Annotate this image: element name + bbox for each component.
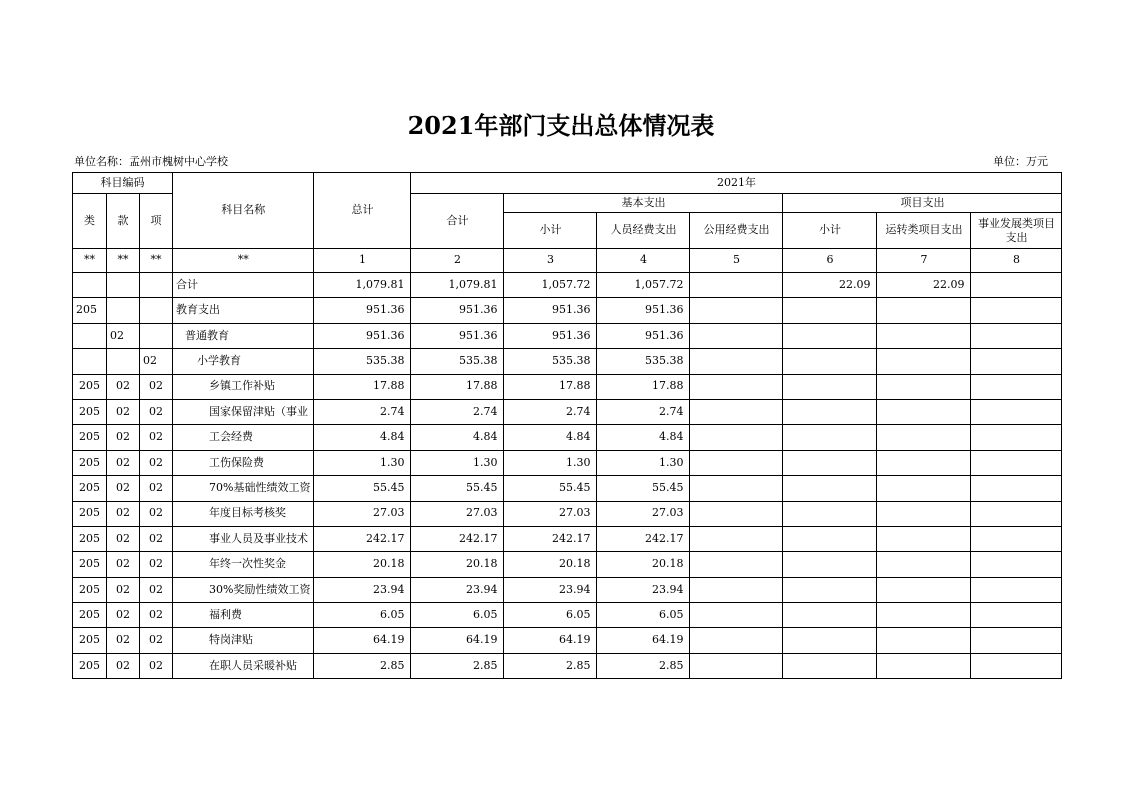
cell-transfer xyxy=(877,450,971,475)
cell-subject-name: 乡镇工作补贴 xyxy=(173,374,314,399)
cell-basic-subtotal: 20.18 xyxy=(504,552,597,577)
header-col-2: 2 xyxy=(411,249,504,273)
header-public: 公用经费支出 xyxy=(690,213,783,249)
header-personnel: 人员经费支出 xyxy=(597,213,690,249)
cell-total: 6.05 xyxy=(314,603,411,628)
header-col-4: 4 xyxy=(597,249,690,273)
cell-personnel: 535.38 xyxy=(597,349,690,374)
cell-subject-name: 小学教育 xyxy=(173,349,314,374)
cell-total: 2.74 xyxy=(314,399,411,424)
cell-xiang: 02 xyxy=(140,399,173,424)
cell-heji: 951.36 xyxy=(411,323,504,348)
cell-total: 17.88 xyxy=(314,374,411,399)
cell-subject-name: 工伤保险费 xyxy=(173,450,314,475)
cell-develop xyxy=(971,603,1062,628)
cell-basic-subtotal: 2.85 xyxy=(504,653,597,678)
cell-transfer xyxy=(877,653,971,678)
cell-personnel: 1,057.72 xyxy=(597,273,690,298)
cell-total: 27.03 xyxy=(314,501,411,526)
cell-proj-subtotal xyxy=(783,552,877,577)
cell-xiang: 02 xyxy=(140,349,173,374)
table-row xyxy=(73,628,1062,653)
cell-total: 535.38 xyxy=(314,349,411,374)
cell-heji: 951.36 xyxy=(411,298,504,323)
cell-personnel: 4.84 xyxy=(597,425,690,450)
cell-transfer xyxy=(877,577,971,602)
cell-lei: 205 xyxy=(73,603,107,628)
cell-personnel: 6.05 xyxy=(597,603,690,628)
table-row xyxy=(73,425,1062,450)
cell-lei: 205 xyxy=(73,526,107,551)
cell-xiang: 02 xyxy=(140,628,173,653)
cell-public xyxy=(690,273,783,298)
cell-proj-subtotal xyxy=(783,603,877,628)
cell-develop xyxy=(971,425,1062,450)
cell-develop xyxy=(971,577,1062,602)
header-stars-lei: ** xyxy=(73,249,107,273)
header-col-3: 3 xyxy=(504,249,597,273)
cell-lei: 205 xyxy=(73,450,107,475)
header-total: 总计 xyxy=(314,173,411,249)
cell-lei: 205 xyxy=(73,425,107,450)
cell-subject-name: 事业人员及事业技术 xyxy=(173,526,314,551)
cell-subject-name: 教育支出 xyxy=(173,298,314,323)
cell-transfer xyxy=(877,476,971,501)
cell-basic-subtotal: 2.74 xyxy=(504,399,597,424)
cell-personnel: 242.17 xyxy=(597,526,690,551)
cell-develop xyxy=(971,653,1062,678)
cell-total: 20.18 xyxy=(314,552,411,577)
cell-subject-name: 工会经费 xyxy=(173,425,314,450)
cell-public xyxy=(690,603,783,628)
cell-basic-subtotal: 23.94 xyxy=(504,577,597,602)
header-proj-subtotal: 小计 xyxy=(783,213,877,249)
cell-lei xyxy=(73,323,107,348)
cell-public xyxy=(690,552,783,577)
cell-transfer xyxy=(877,323,971,348)
cell-basic-subtotal: 4.84 xyxy=(504,425,597,450)
cell-heji: 55.45 xyxy=(411,476,504,501)
table-row xyxy=(73,450,1062,475)
cell-personnel: 1.30 xyxy=(597,450,690,475)
cell-basic-subtotal: 17.88 xyxy=(504,374,597,399)
cell-lei: 205 xyxy=(73,298,107,323)
cell-transfer xyxy=(877,374,971,399)
cell-heji: 64.19 xyxy=(411,628,504,653)
cell-heji: 1,079.81 xyxy=(411,273,504,298)
page-title: 2021年部门支出总体情况表 xyxy=(407,111,715,140)
header-col-8: 8 xyxy=(971,249,1062,273)
cell-public xyxy=(690,476,783,501)
cell-kuan xyxy=(107,349,140,374)
table-row xyxy=(73,374,1062,399)
cell-proj-subtotal xyxy=(783,501,877,526)
cell-develop xyxy=(971,450,1062,475)
cell-personnel: 55.45 xyxy=(597,476,690,501)
cell-develop xyxy=(971,476,1062,501)
cell-kuan: 02 xyxy=(107,526,140,551)
cell-proj-subtotal xyxy=(783,374,877,399)
cell-proj-subtotal xyxy=(783,349,877,374)
cell-kuan: 02 xyxy=(107,603,140,628)
cell-public xyxy=(690,399,783,424)
cell-total: 64.19 xyxy=(314,628,411,653)
cell-public xyxy=(690,349,783,374)
header-stars-xiang: ** xyxy=(140,249,173,273)
table-row xyxy=(73,653,1062,678)
cell-subject-name: 特岗津贴 xyxy=(173,628,314,653)
header-col-6: 6 xyxy=(783,249,877,273)
cell-develop xyxy=(971,323,1062,348)
cell-personnel: 2.74 xyxy=(597,399,690,424)
cell-transfer xyxy=(877,425,971,450)
cell-heji: 2.85 xyxy=(411,653,504,678)
cell-total: 242.17 xyxy=(314,526,411,551)
cell-subject-name: 国家保留津贴（事业 xyxy=(173,399,314,424)
cell-kuan: 02 xyxy=(107,450,140,475)
cell-kuan xyxy=(107,298,140,323)
cell-lei: 205 xyxy=(73,552,107,577)
cell-develop xyxy=(971,501,1062,526)
cell-xiang xyxy=(140,273,173,298)
cell-subject-name: 30%奖励性绩效工资 xyxy=(173,577,314,602)
cell-basic-subtotal: 1.30 xyxy=(504,450,597,475)
cell-basic-subtotal: 55.45 xyxy=(504,476,597,501)
cell-basic-subtotal: 951.36 xyxy=(504,323,597,348)
cell-proj-subtotal xyxy=(783,298,877,323)
table-row xyxy=(73,501,1062,526)
cell-kuan: 02 xyxy=(107,552,140,577)
cell-subject-name: 在职人员采暖补贴 xyxy=(173,653,314,678)
cell-personnel: 64.19 xyxy=(597,628,690,653)
cell-transfer xyxy=(877,628,971,653)
cell-basic-subtotal: 951.36 xyxy=(504,298,597,323)
cell-heji: 17.88 xyxy=(411,374,504,399)
expenditure-table xyxy=(72,172,1062,679)
cell-basic-subtotal: 6.05 xyxy=(504,603,597,628)
cell-xiang: 02 xyxy=(140,577,173,602)
table-row xyxy=(73,603,1062,628)
cell-proj-subtotal xyxy=(783,628,877,653)
header-col-7: 7 xyxy=(877,249,971,273)
unit-name: 单位名称：孟州市槐树中心学校 xyxy=(74,155,228,168)
cell-kuan: 02 xyxy=(107,374,140,399)
cell-kuan: 02 xyxy=(107,399,140,424)
cell-kuan xyxy=(107,273,140,298)
header-stars-name: ** xyxy=(173,249,314,273)
cell-basic-subtotal: 27.03 xyxy=(504,501,597,526)
header-xiang: 项 xyxy=(140,194,173,249)
cell-basic-subtotal: 1,057.72 xyxy=(504,273,597,298)
cell-transfer xyxy=(877,298,971,323)
cell-lei: 205 xyxy=(73,628,107,653)
cell-public xyxy=(690,526,783,551)
cell-kuan: 02 xyxy=(107,425,140,450)
cell-transfer: 22.09 xyxy=(877,273,971,298)
cell-personnel: 20.18 xyxy=(597,552,690,577)
cell-develop xyxy=(971,349,1062,374)
cell-public xyxy=(690,425,783,450)
cell-proj-subtotal xyxy=(783,399,877,424)
header-kuan: 款 xyxy=(107,194,140,249)
header-transfer: 运转类项目支出 xyxy=(877,213,971,249)
cell-proj-subtotal xyxy=(783,323,877,348)
header-basic: 基本支出 xyxy=(504,194,783,213)
cell-kuan: 02 xyxy=(107,476,140,501)
cell-subject-name: 年度目标考核奖 xyxy=(173,501,314,526)
cell-basic-subtotal: 64.19 xyxy=(504,628,597,653)
cell-xiang: 02 xyxy=(140,603,173,628)
cell-public xyxy=(690,577,783,602)
header-project: 项目支出 xyxy=(783,194,1062,213)
cell-total: 951.36 xyxy=(314,298,411,323)
header-lei: 类 xyxy=(73,194,107,249)
cell-transfer xyxy=(877,501,971,526)
cell-transfer xyxy=(877,349,971,374)
cell-heji: 6.05 xyxy=(411,603,504,628)
cell-public xyxy=(690,501,783,526)
cell-total: 4.84 xyxy=(314,425,411,450)
table-row xyxy=(73,476,1062,501)
cell-develop xyxy=(971,526,1062,551)
header-develop: 事业发展类项目支出 xyxy=(971,213,1062,249)
cell-public xyxy=(690,628,783,653)
cell-develop xyxy=(971,298,1062,323)
cell-transfer xyxy=(877,526,971,551)
table-row xyxy=(73,552,1062,577)
header-subject-name: 科目名称 xyxy=(173,173,314,249)
cell-heji: 23.94 xyxy=(411,577,504,602)
cell-xiang xyxy=(140,298,173,323)
cell-xiang: 02 xyxy=(140,653,173,678)
cell-kuan: 02 xyxy=(107,577,140,602)
cell-kuan: 02 xyxy=(107,628,140,653)
cell-subject-name: 70%基础性绩效工资 xyxy=(173,476,314,501)
cell-total: 55.45 xyxy=(314,476,411,501)
cell-proj-subtotal xyxy=(783,476,877,501)
cell-develop xyxy=(971,628,1062,653)
table-row xyxy=(73,323,1062,348)
cell-xiang: 02 xyxy=(140,374,173,399)
cell-heji: 4.84 xyxy=(411,425,504,450)
cell-lei xyxy=(73,349,107,374)
cell-personnel: 17.88 xyxy=(597,374,690,399)
cell-subject-name: 普通教育 xyxy=(173,323,314,348)
cell-personnel: 951.36 xyxy=(597,323,690,348)
cell-lei: 205 xyxy=(73,653,107,678)
cell-heji: 242.17 xyxy=(411,526,504,551)
cell-subject-name: 合计 xyxy=(173,273,314,298)
cell-subject-name: 福利费 xyxy=(173,603,314,628)
cell-lei: 205 xyxy=(73,399,107,424)
cell-xiang: 02 xyxy=(140,526,173,551)
cell-total: 951.36 xyxy=(314,323,411,348)
cell-heji: 20.18 xyxy=(411,552,504,577)
cell-transfer xyxy=(877,399,971,424)
cell-subject-name: 年终一次性奖金 xyxy=(173,552,314,577)
cell-xiang: 02 xyxy=(140,425,173,450)
header-heji: 合计 xyxy=(411,194,504,249)
table-row xyxy=(73,273,1062,298)
header-basic-subtotal: 小计 xyxy=(504,213,597,249)
cell-lei: 205 xyxy=(73,476,107,501)
table-row xyxy=(73,298,1062,323)
cell-personnel: 23.94 xyxy=(597,577,690,602)
cell-heji: 2.74 xyxy=(411,399,504,424)
cell-proj-subtotal xyxy=(783,425,877,450)
cell-lei: 205 xyxy=(73,501,107,526)
cell-personnel: 27.03 xyxy=(597,501,690,526)
cell-transfer xyxy=(877,603,971,628)
cell-proj-subtotal xyxy=(783,653,877,678)
cell-lei xyxy=(73,273,107,298)
cell-basic-subtotal: 535.38 xyxy=(504,349,597,374)
header-stars-kuan: ** xyxy=(107,249,140,273)
table-row xyxy=(73,577,1062,602)
unit-label: 单位：万元 xyxy=(993,155,1048,168)
header-code-group: 科目编码 xyxy=(73,173,173,194)
cell-basic-subtotal: 242.17 xyxy=(504,526,597,551)
cell-public xyxy=(690,374,783,399)
cell-develop xyxy=(971,374,1062,399)
cell-develop xyxy=(971,273,1062,298)
cell-xiang: 02 xyxy=(140,476,173,501)
cell-kuan: 02 xyxy=(107,323,140,348)
cell-transfer xyxy=(877,552,971,577)
table-row xyxy=(73,349,1062,374)
cell-public xyxy=(690,653,783,678)
cell-lei: 205 xyxy=(73,374,107,399)
cell-xiang: 02 xyxy=(140,552,173,577)
cell-xiang xyxy=(140,323,173,348)
cell-heji: 1.30 xyxy=(411,450,504,475)
table-row xyxy=(73,399,1062,424)
cell-personnel: 2.85 xyxy=(597,653,690,678)
cell-heji: 27.03 xyxy=(411,501,504,526)
cell-heji: 535.38 xyxy=(411,349,504,374)
cell-develop xyxy=(971,399,1062,424)
cell-personnel: 951.36 xyxy=(597,298,690,323)
cell-develop xyxy=(971,552,1062,577)
cell-kuan: 02 xyxy=(107,501,140,526)
table-row xyxy=(73,526,1062,551)
header-col-5: 5 xyxy=(690,249,783,273)
cell-proj-subtotal: 22.09 xyxy=(783,273,877,298)
cell-total: 23.94 xyxy=(314,577,411,602)
cell-xiang: 02 xyxy=(140,501,173,526)
header-col-1: 1 xyxy=(314,249,411,273)
cell-public xyxy=(690,298,783,323)
header-year: 2021年 xyxy=(411,173,1062,194)
cell-proj-subtotal xyxy=(783,526,877,551)
cell-kuan: 02 xyxy=(107,653,140,678)
cell-lei: 205 xyxy=(73,577,107,602)
cell-total: 1.30 xyxy=(314,450,411,475)
cell-total: 2.85 xyxy=(314,653,411,678)
cell-public xyxy=(690,450,783,475)
cell-xiang: 02 xyxy=(140,450,173,475)
cell-public xyxy=(690,323,783,348)
cell-proj-subtotal xyxy=(783,577,877,602)
cell-total: 1,079.81 xyxy=(314,273,411,298)
cell-proj-subtotal xyxy=(783,450,877,475)
